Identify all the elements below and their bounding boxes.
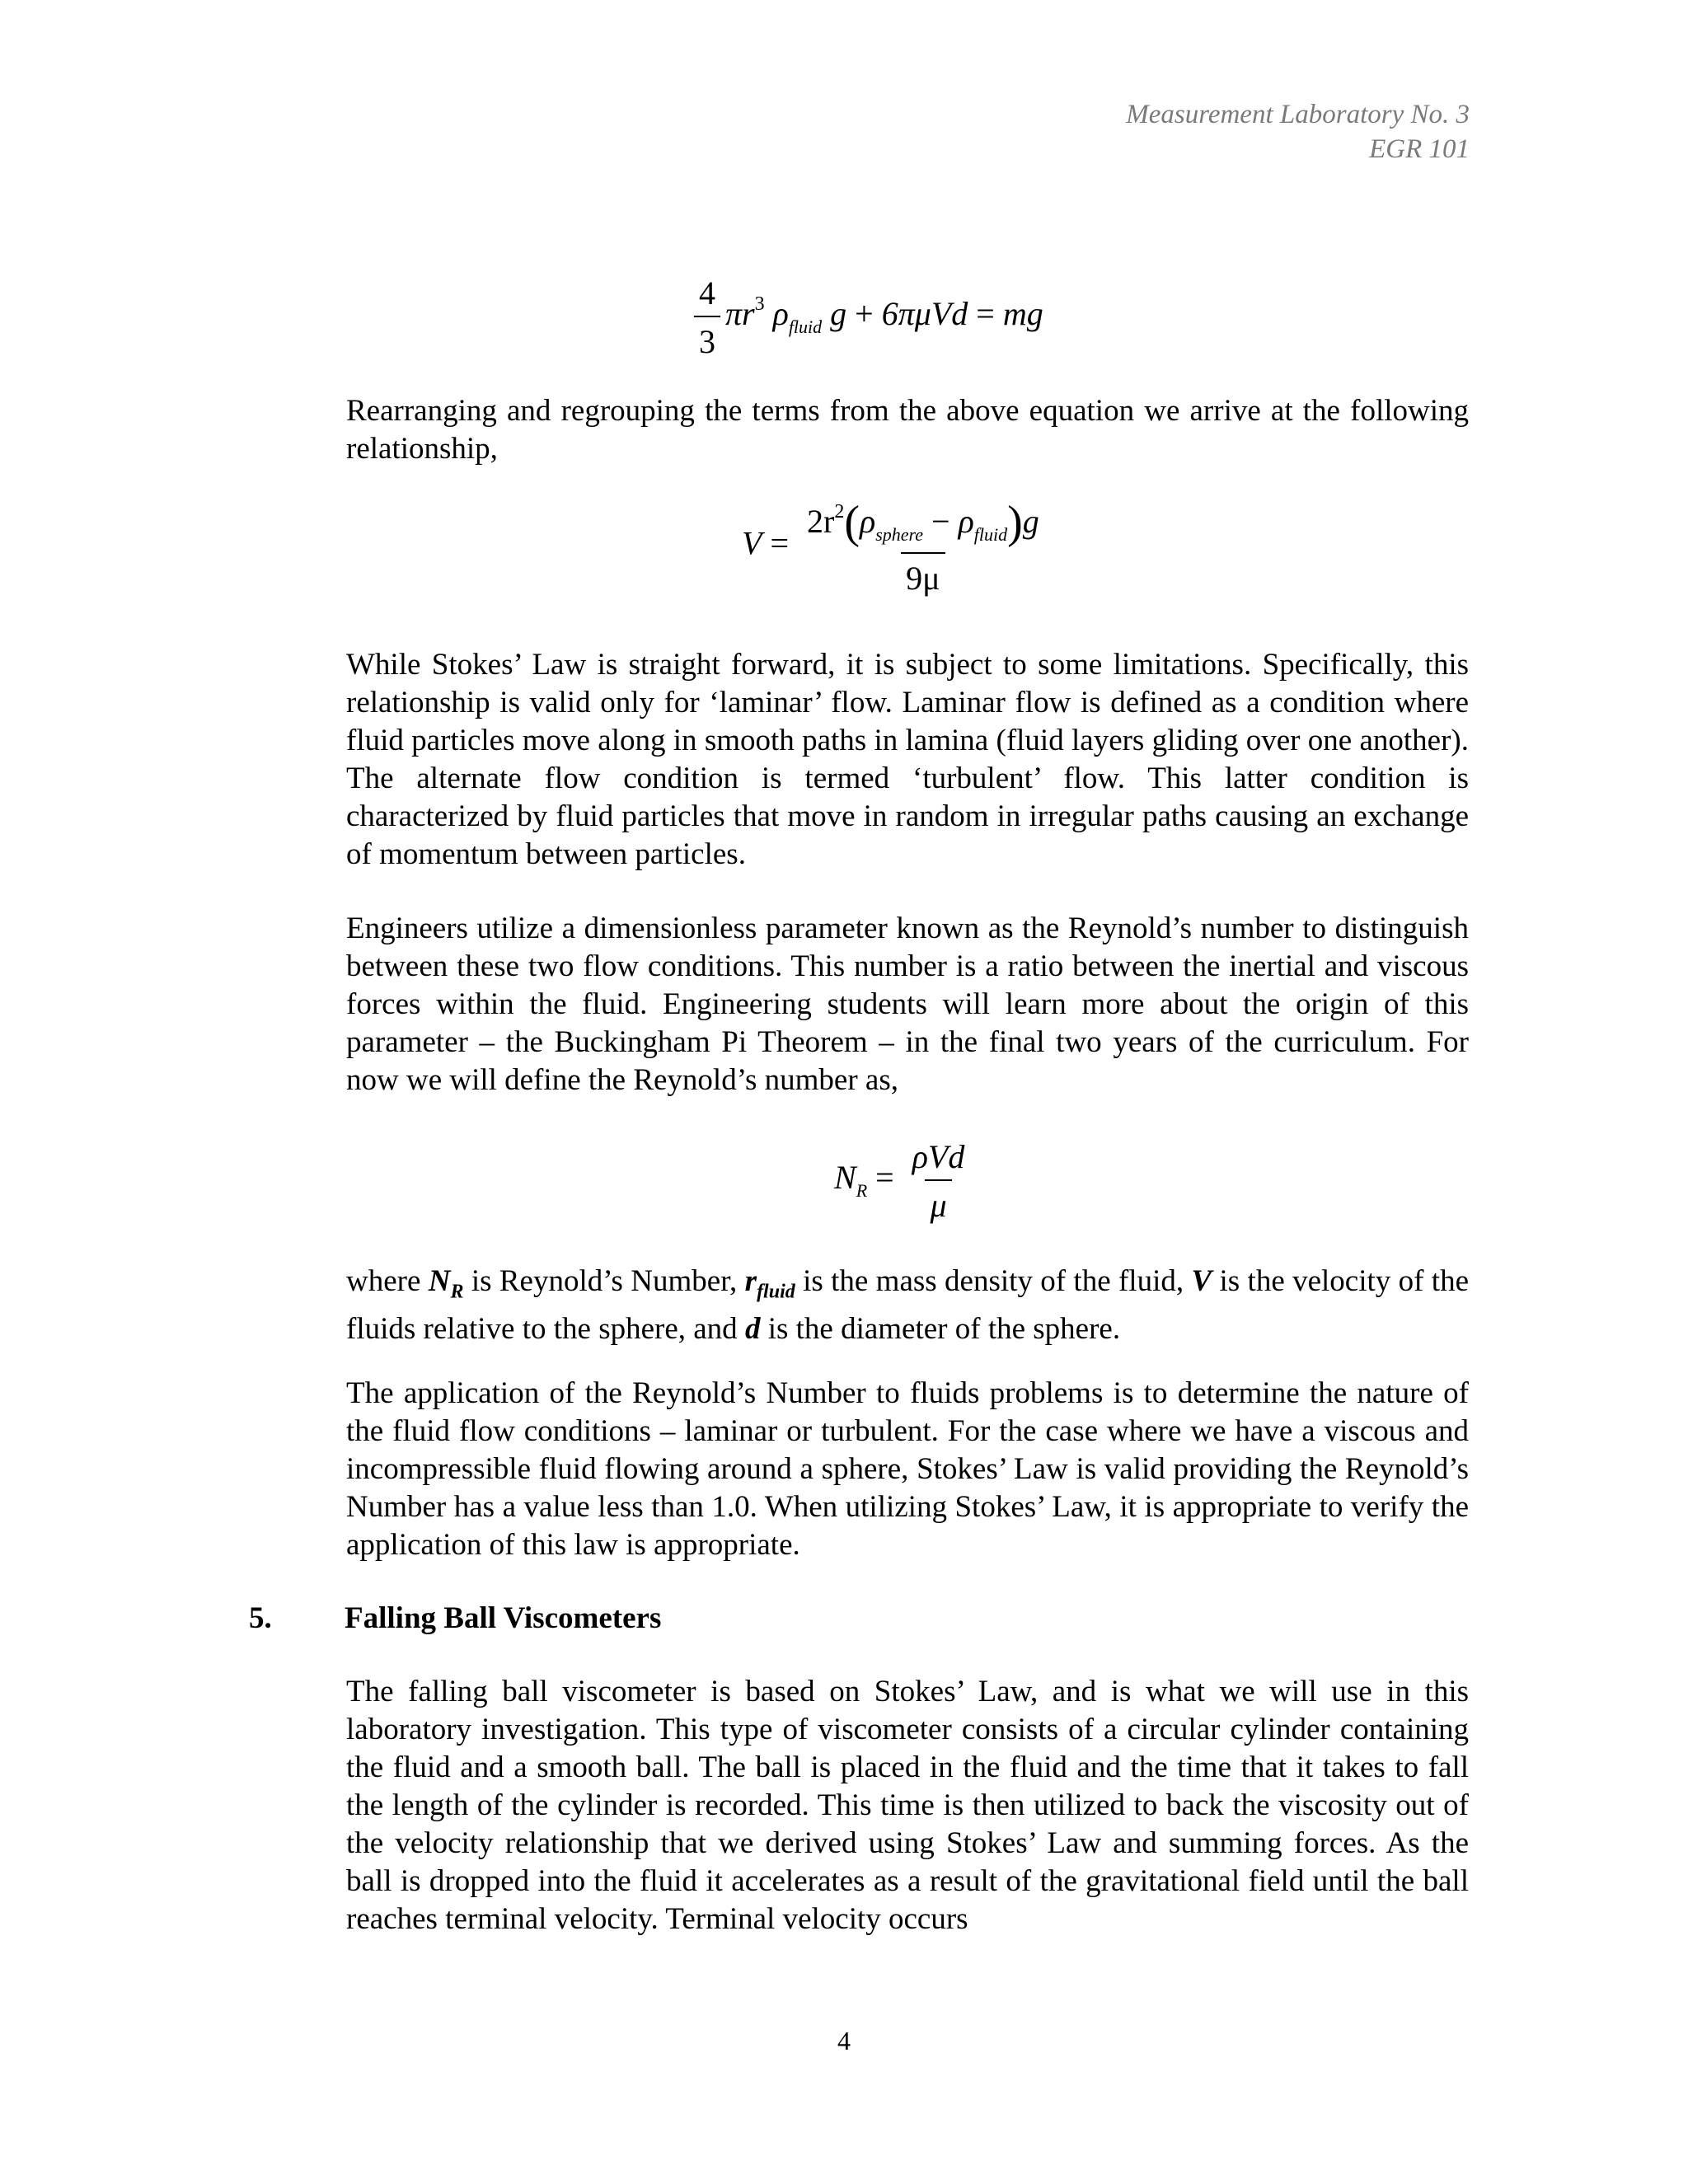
equation-force-balance: $\frac{4}{3}$ $\pi r^3$ $\rho_{fluid}$ g + 6πμVd = mg <box>689 274 1043 361</box>
page-header <box>1126 97 1470 166</box>
header-course-code: EGR 101 <box>1369 134 1470 164</box>
equation-velocity: V = $\frac{2r^2(\rho_{sphere} - \rho_{fluid})g}{9\mu}$ <box>742 496 1049 598</box>
equation-reynolds-number: $N_R$ = $\frac{\text{ρVd}}{\mu}$ <box>834 1137 974 1225</box>
paragraph-falling-ball: The falling ball viscometer is based on Stokes’ Law, and is what we will use in this laboratory investigation. This type of viscometer consists of a circular cylinder containing the fluid and a smooth ball. The ball is placed in the fluid and the time that it takes to fall the length of the cylinder is recorded. This time is then utilized to back the viscosity out of the velocity relationship that we derived using Stokes’ Law and summing forces. As the ball is dropped into the fluid it accelerates as a result of the gravitational field until the ball reaches terminal velocity. Terminal velocity occurs <box>346 1675 1469 1936</box>
paragraph-reynolds-application: The application of the Reynold’s Number to fluids problems is to determine the nature of the fluid flow conditions – laminar or turbulent. For the case where we have a viscous and incompressible fluid flowing around a sphere, Stokes’ Law is valid providing the Reynold’s Number has a value less than 1.0. When utilizing Stokes’ Law, it is appropriate to verify the application of this law is appropriate. <box>346 1376 1469 1562</box>
fraction-velocity: $\frac{2r^2(\rho_{sphere} - \rho_{fluid})g}{9\mu}$ <box>807 497 1039 597</box>
section-heading <box>249 1601 661 1636</box>
paragraph-variable-definitions: where $N_R$ is Reynold’s Number, $r_{fluid}$ is the mass density of the fluid, V is the velocity of the fluids relative to the sphere, and d is the diameter of the sphere. <box>346 1264 1469 1347</box>
section-number: 5. <box>249 1601 272 1635</box>
header-lab-title: Measurement Laboratory No. 3 <box>1126 100 1470 129</box>
paragraph-rearranging: Rearranging and regrouping the terms from the above equation we arrive at the following relationship, <box>346 394 1469 466</box>
page-number: 4 <box>837 2026 851 2055</box>
fraction-four-thirds: $\frac{4}{3}$ <box>694 274 720 361</box>
fraction-reynolds: $\frac{\text{ρVd}}{\mu}$ <box>912 1138 965 1224</box>
paragraph-reynolds-intro: Engineers utilize a dimensionless parameter known as the Reynold’s number to distinguish between these two flow conditions. This number is a ratio between the inertial and viscous forces within the fluid. Engineering students will learn more about the origin of this parameter – the Buckingham Pi Theorem – in the final two years of the curriculum. For now we will define the Reynold’s number as, <box>346 912 1469 1097</box>
paragraph-stokes-limitations: While Stokes’ Law is straight forward, it is subject to some limitations. Specifically, this relationship is valid only for ‘laminar’ flow. Laminar flow is defined as a condition where fluid particles move along in smooth paths in lamina (fluid layers gliding over one another). The alternate flow condition is termed ‘turbulent’ flow. This latter condition is characterized by fluid particles that move in random in irregular paths causing an exchange of momentum between particles. <box>346 648 1469 871</box>
section-title: Falling Ball Viscometers <box>345 1601 662 1635</box>
